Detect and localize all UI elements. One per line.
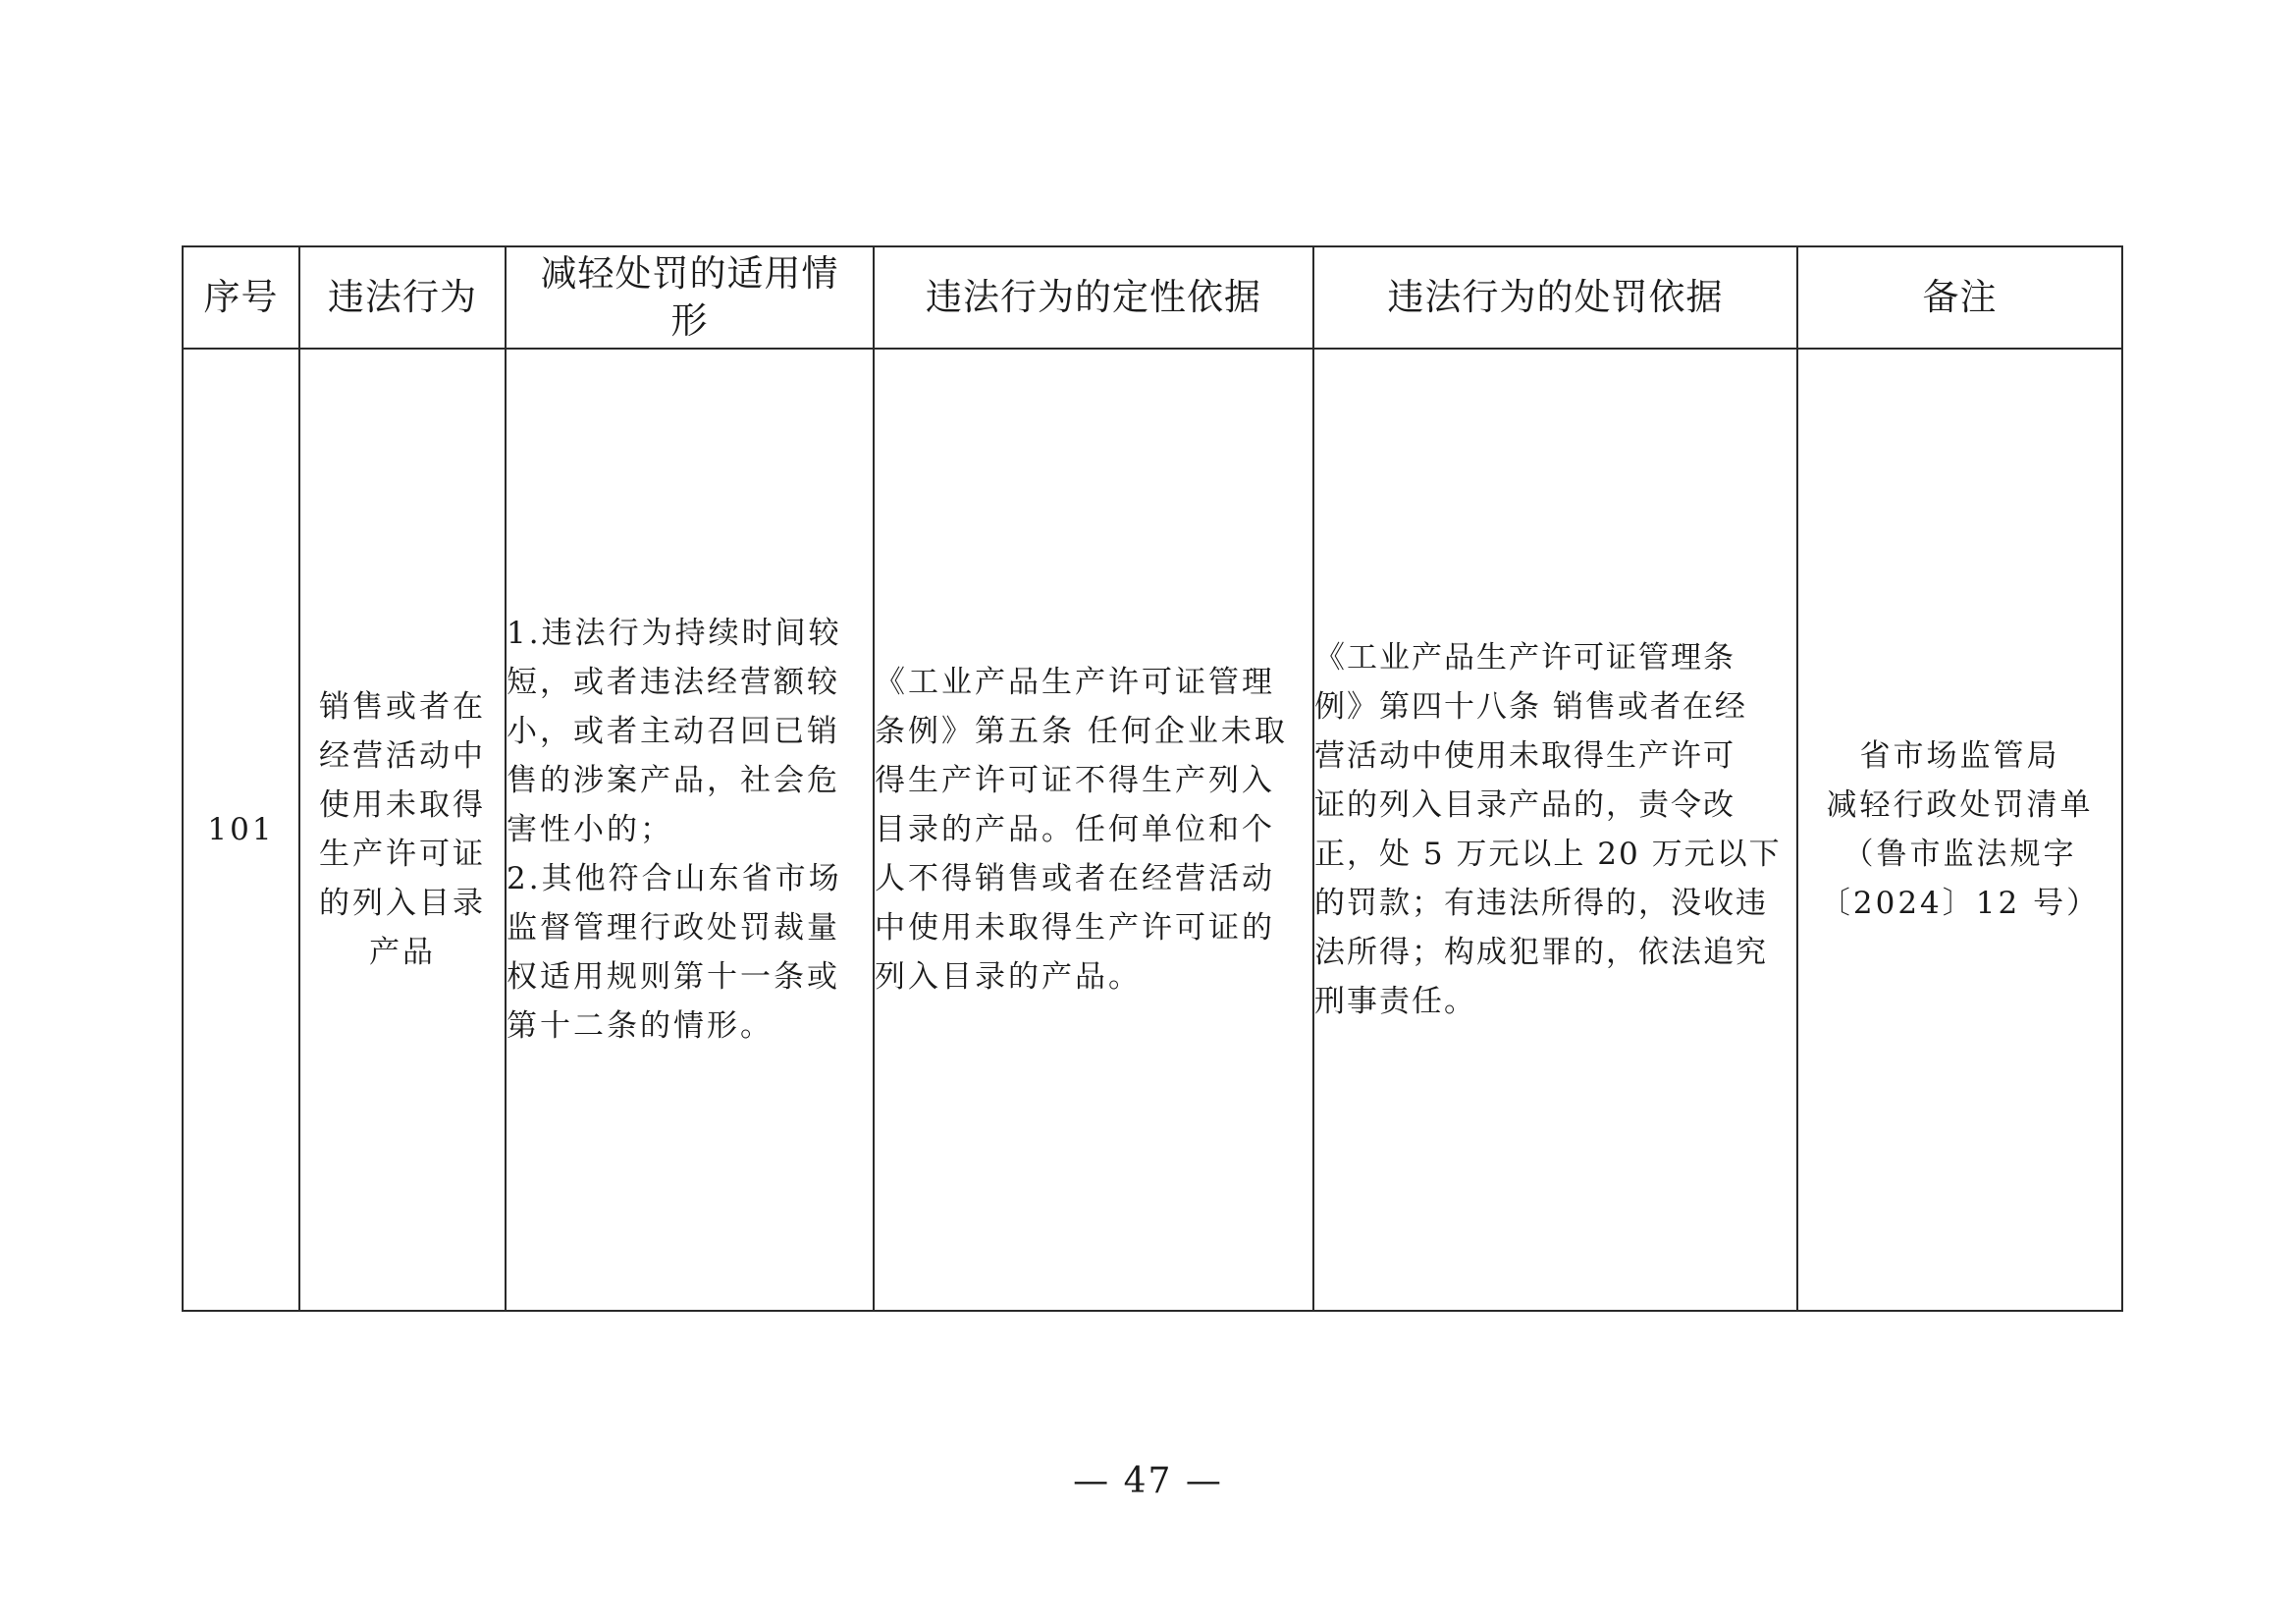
penalty-basis-line: 《工业产品生产许可证管理条 [1314, 640, 1735, 676]
mitigation-line: 售的涉案产品，社会危 [507, 763, 840, 798]
violation-line: 生产许可证 [319, 837, 486, 872]
penalty-basis-line: 刑事责任。 [1314, 984, 1476, 1019]
header-seq: 序号 [183, 246, 299, 349]
mitigation-line: 1.违法行为持续时间较 [507, 616, 842, 651]
cell-remarks [1797, 349, 2122, 1311]
table-row [183, 349, 2122, 1311]
remarks-line: 〔2024〕12 号） [1819, 886, 2101, 921]
mitigation-line: 2.其他符合山东省市场 [507, 861, 842, 896]
cell-mitigation [506, 349, 874, 1311]
qualitative-basis-line: 人不得销售或者在经营活动 [875, 861, 1275, 896]
header-penalty-basis: 违法行为的处罚依据 [1313, 246, 1797, 349]
qualitative-basis-line: 目录的产品。任何单位和个 [875, 812, 1275, 847]
violation-line: 经营活动中 [319, 738, 486, 774]
qualitative-basis-line: 得生产许可证不得生产列入 [875, 763, 1275, 798]
penalty-basis-line: 的罚款；有违法所得的，没收违 [1314, 886, 1768, 921]
cell-penalty-basis [1313, 349, 1797, 1311]
header-remarks: 备注 [1797, 246, 2122, 349]
mitigation-line: 权适用规则第十一条或 [507, 959, 840, 995]
penalty-basis-line: 例》第四十八条 销售或者在经 [1314, 689, 1747, 725]
violation-line: 使用未取得 [319, 787, 486, 823]
penalty-basis-line: 法所得；构成犯罪的，依法追究 [1314, 935, 1768, 970]
remarks-line: （鲁市监法规字 [1842, 837, 2077, 872]
penalty-basis-line: 营活动中使用未取得生产许可 [1314, 738, 1735, 774]
qualitative-basis-line: 《工业产品生产许可证管理 [875, 665, 1275, 700]
violation-line: 产品 [369, 935, 436, 970]
penalty-basis-line: 证的列入目录产品的，责令改 [1314, 787, 1735, 823]
table-header-row [183, 246, 2122, 349]
violation-line: 的列入目录 [319, 886, 486, 921]
remarks-line: 省市场监管局 [1859, 738, 2060, 774]
penalty-basis-line: 正，处 5 万元以上 20 万元以下 [1314, 837, 1782, 872]
header-qualitative-basis: 违法行为的定性依据 [874, 246, 1313, 349]
remarks-line: 减轻行政处罚清单 [1826, 787, 2094, 823]
mitigation-line: 第十二条的情形。 [507, 1008, 774, 1044]
page-number: — 47 — [1073, 1461, 1223, 1501]
qualitative-basis-line: 中使用未取得生产许可证的 [875, 910, 1275, 946]
cell-seq: 101 [183, 349, 299, 1311]
qualitative-basis-line: 条例》第五条 任何企业未取 [875, 714, 1288, 749]
header-mitigation: 减轻处罚的适用情形 [506, 246, 874, 349]
qualitative-basis-line: 列入目录的产品。 [875, 959, 1142, 995]
header-violation: 违法行为 [299, 246, 506, 349]
cell-violation [299, 349, 506, 1311]
violation-line: 销售或者在 [319, 689, 486, 725]
mitigation-line: 监督管理行政处罚裁量 [507, 910, 840, 946]
mitigation-line: 小，或者主动召回已销 [507, 714, 840, 749]
mitigation-line: 短，或者违法经营额较 [507, 665, 840, 700]
mitigation-line: 害性小的； [507, 812, 673, 847]
cell-qualitative-basis [874, 349, 1313, 1311]
penalty-table [182, 245, 2123, 1312]
